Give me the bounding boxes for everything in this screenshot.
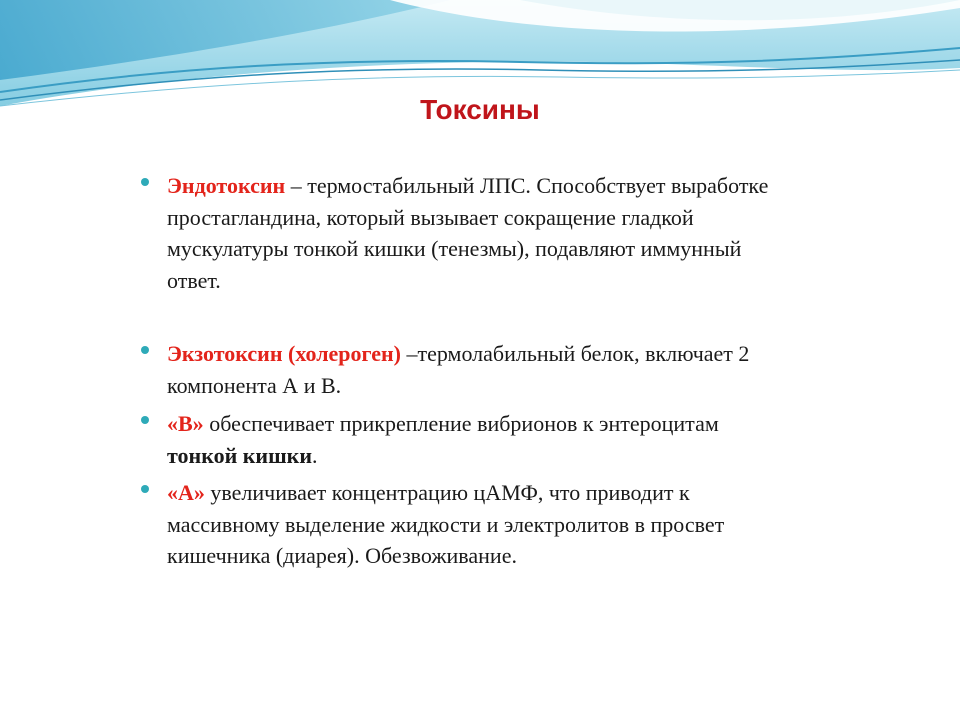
text-line: ответ. [167, 267, 221, 293]
bullet-dot-icon [141, 346, 149, 354]
text-line: массивному выделение жидкости и электролитов в просвет [167, 511, 725, 537]
text-line [167, 440, 927, 472]
text-segment: увеличивает концентрацию цАМФ, что приводит к [204, 480, 690, 505]
text-line: мускулатуры тонкой кишки (тенезмы), подавляют иммунный [167, 236, 742, 261]
bullet-item-endotoxin [167, 170, 927, 296]
bullet-dot-icon [141, 178, 149, 186]
emphasis-small-intestine: тонкой кишки [167, 442, 313, 468]
bullet-item-component-a [167, 477, 927, 572]
text-line: компонента А и В. [167, 372, 342, 398]
text-segment: обеспечивает прикрепление вибрионов к энтероцитам [203, 411, 719, 436]
bullet-item-exotoxin [167, 338, 927, 401]
term-exotoxin: Экзотоксин (холероген) [167, 341, 401, 366]
bullet-dot-icon [141, 416, 149, 424]
term-component-a: «А» [167, 480, 205, 505]
slide-title: Токсины [420, 94, 540, 125]
text-line [167, 477, 927, 509]
bullet-item-component-b [167, 408, 927, 471]
term-component-b: «В» [167, 411, 204, 436]
text-line [167, 170, 927, 202]
bullet-dot-icon [141, 485, 149, 493]
term-endotoxin: Эндотоксин [167, 173, 286, 198]
text-segment: – термостабильный ЛПС. Способствует выработке [285, 173, 769, 198]
text-line [167, 408, 927, 440]
text-segment: . [312, 442, 318, 468]
text-segment: –термолабильный белок, включает 2 [401, 341, 750, 366]
text-line [167, 338, 927, 370]
text-line: кишечника (диарея). Обезвоживание. [167, 543, 517, 568]
text-line: простагландина, который вызывает сокращение гладкой [167, 204, 694, 230]
